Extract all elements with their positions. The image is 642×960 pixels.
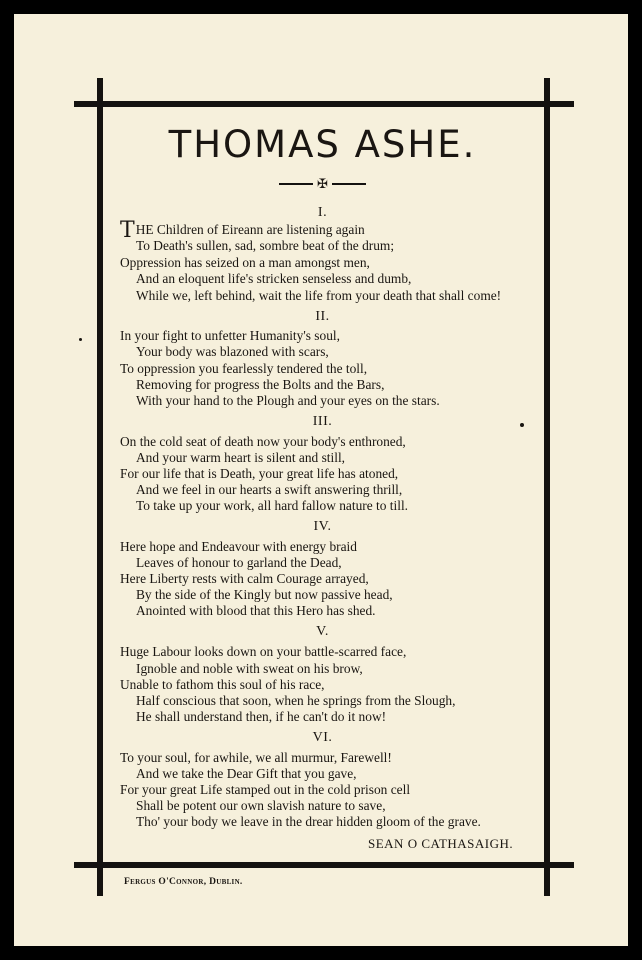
poem-line: To Death's sullen, sad, sombre beat of the drum;	[136, 238, 395, 253]
top-border-rule	[74, 101, 574, 107]
poem-line: With your hand to the Plough and your eyes on the stars.	[136, 393, 440, 408]
bottom-border-rule	[74, 862, 574, 868]
printer-imprint: Fergus O'Connor, Dublin.	[124, 877, 243, 887]
poem-line: Unable to fathom this soul of his race,	[120, 677, 325, 692]
poem-line: And we feel in our hearts a swift answering thrill,	[136, 482, 403, 497]
ornament-right-line	[332, 183, 366, 185]
poem-line: Leaves of honour to garland the Dead,	[136, 555, 342, 570]
poem-line: Your body was blazoned with scars,	[136, 344, 329, 359]
poem-line-text: HE Children of Eireann are listening again	[135, 222, 365, 237]
poem-line: And we take the Dear Gift that you gave,	[136, 766, 357, 781]
poem-line: Half conscious that soon, when he springs from the Slough,	[136, 693, 456, 708]
author-signature: SEAN O CATHASAIGH.	[368, 836, 514, 851]
poem-line: To your soul, for awhile, we all murmur, Farewell!	[120, 750, 392, 765]
poem-line: While we, left behind, wait the life from your death that shall come!	[136, 288, 502, 303]
maltese-cross-icon: ✠	[317, 176, 328, 191]
drop-cap: T	[120, 218, 135, 243]
poem-line: Here Liberty rests with calm Courage arrayed,	[120, 571, 369, 586]
poem-line: Huge Labour looks down on your battle-scarred face,	[120, 644, 407, 659]
stanza-numeral: IV.	[313, 519, 332, 534]
title-ornament	[100, 176, 545, 192]
poem-line: Tho' your body we leave in the drear hidden gloom of the grave.	[136, 814, 481, 829]
poem-line: Removing for progress the Bolts and the Bars,	[136, 377, 385, 392]
poem-line: Shall be potent our own slavish nature to save,	[136, 798, 386, 813]
stanza-numeral: II.	[315, 309, 330, 324]
poem-line: And your warm heart is silent and still,	[136, 450, 346, 465]
ink-speck	[79, 338, 82, 341]
poem-title: THOMAS ASHE.	[168, 123, 477, 166]
stanza-numeral: VI.	[312, 730, 333, 745]
poem-line: Oppression has seized on a man amongst men,	[120, 255, 370, 270]
poem-line: He shall understand then, if he can't do it now!	[136, 709, 387, 724]
poem-line: To oppression you fearlessly tendered the toll,	[120, 361, 368, 376]
poem-line	[120, 218, 365, 243]
poem-line: For your great Life stamped out in the cold prison cell	[120, 782, 411, 797]
poem-line: Here hope and Endeavour with energy braid	[120, 539, 357, 554]
left-border-rule	[97, 78, 103, 896]
poem-line: For our life that is Death, your great life has atoned,	[120, 466, 399, 481]
poem-line: In your fight to unfetter Humanity's soul,	[120, 328, 340, 343]
poem-line: By the side of the Kingly but now passive head,	[136, 587, 393, 602]
poem-line: On the cold seat of death now your body's enthroned,	[120, 434, 406, 449]
ornament-left-line	[279, 183, 313, 185]
poem-line: To take up your work, all hard fallow nature to till.	[136, 498, 409, 513]
stanza-numeral: I.	[317, 205, 328, 220]
stanza-numeral: V.	[316, 624, 329, 639]
right-border-rule	[544, 78, 550, 896]
poem-line: And an eloquent life's stricken senseless and dumb,	[136, 271, 412, 286]
ink-speck	[520, 423, 524, 427]
poem-line: Anointed with blood that this Hero has shed.	[136, 603, 376, 618]
poem-line: Ignoble and noble with sweat on his brow,	[136, 661, 363, 676]
stanza-numeral: III.	[312, 414, 333, 429]
